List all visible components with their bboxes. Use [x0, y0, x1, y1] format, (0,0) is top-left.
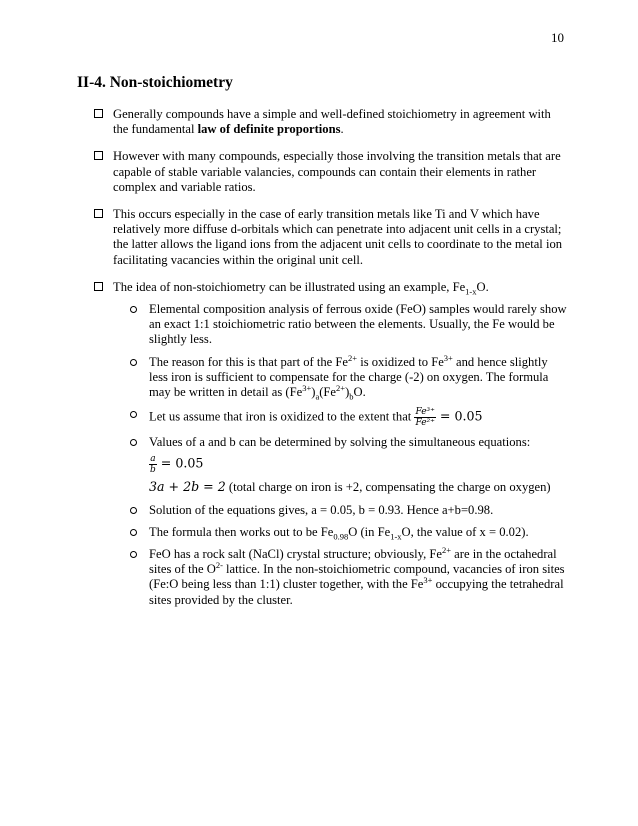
- bullet-list: [93, 107, 568, 620]
- law-term: law of definite proportions: [197, 122, 341, 137]
- bullet-definite-proportions: Generally compounds have a simple and well-defined stoichiometry in agreement with the fundamental law of definite proportions.: [93, 107, 568, 137]
- sub-item-oxidation: The reason for this is that part of the $Fe^{2+}$ is oxidized to $Fe^{3+}$ and hence slightly less iron is sufficient to compensate for the charge (-2) on oxygen. The formula may be written in detail as $(Fe^{3+})_a(Fe^{2+})_bO$.: [115, 355, 568, 401]
- square-bullet-icon: [94, 282, 103, 291]
- square-bullet-icon: [94, 151, 103, 160]
- page-number: 10: [551, 30, 564, 45]
- sub-bullet-list: [113, 302, 568, 608]
- equation-charge: 3a + 2b = 2 (total charge on iron is +2, compensating the charge on oxygen): [149, 479, 551, 495]
- circle-bullet-icon: [130, 411, 137, 418]
- circle-bullet-icon: [130, 507, 137, 514]
- circle-bullet-icon: [130, 439, 137, 446]
- circle-bullet-icon: [130, 359, 137, 366]
- sub-item-rock-salt: FeO has a rock salt (NaCl) crystal structure; obviously, $Fe^{2+}$ are in the octahedral sites of the $O^{2-}$ lattice. In the non-stoichiometric compound, vacancies of iron sites (Fe:O being less than 1:1) cluster together, with the $Fe^{3+}$ occupying the tetrahedral sites provided by the cluster.: [115, 547, 568, 608]
- sub-item-solution: Solution of the equations gives, a = 0.05, b = 0.93. Hence a+b=0.98.: [115, 503, 568, 518]
- fraction-fe3-over-fe2: $\frac{\text{Fe³⁺}}{\text{Fe²⁺}}$: [415, 407, 435, 429]
- sub-item-simultaneous-equations: Values of a and b can be determined by solving the simultaneous equations: $\frac{a}{b}$ = 0.05 3a + 2b = 2 (total charge on iron is +2, compensating the charge on oxygen): [115, 435, 568, 495]
- sub-item-composition: Elemental composition analysis of ferrous oxide (FeO) samples would rarely show an exact 1:1 stoichiometric ratio between the elements. Usually, the Fe would be slightly less.: [115, 302, 568, 348]
- section-heading: II-4. Non-stoichiometry: [77, 74, 233, 91]
- circle-bullet-icon: [130, 306, 137, 313]
- circle-bullet-icon: [130, 551, 137, 558]
- sub-item-assumption: Let us assume that iron is oxidized to the extent that $\frac{\text{Fe³⁺}}{\text{Fe²⁺}}$ = 0.05: [115, 407, 568, 428]
- bullet-early-transition-metals: This occurs especially in the case of early transition metals like Ti and V which have relatively more diffuse d-orbitals which can penetrate into adjacent unit cells in a crystal; the latter allows the ligand ions from the adjacent unit cells to coordinate to the metal ion facilitating vacancies within the original unit cell.: [93, 207, 568, 268]
- fraction-a-over-b: $\frac{a}{b}$: [150, 454, 156, 476]
- circle-bullet-icon: [130, 529, 137, 536]
- bullet-example-fe1-xo: The idea of non-stoichiometry can be illustrated using an example, $Fe_{1-x}O$. Elemental composition analysis of ferrous oxide (FeO) samples would rarely show an exact 1:1 stoichiometric ratio between the elements. Usually, the Fe would be slightly less. The reason for this is that part of the $Fe^{2+}$ is oxidized to $Fe^{3+}$ and hence slightly less iron is sufficient to compensate for the charge (-2) on oxygen. The formula may be written in detail as $(Fe^{3+})_a(Fe^{2+})_bO$. Let us assume that iron is oxidized to the extent that $\frac{\text{Fe³⁺}}{\text{Fe²⁺}}$ = 0.05 Values of a and b can be determined by solving the simultaneous equations: $\frac{a}{b}$ = 0.05 3a + 2b = 2 (total charge on iron is +2, compensating the charge on oxygen) Solution of the equations gives, a = 0.05, b = 0.93. Hence a+b=0.98. The formula then works out to be $Fe_{0.98}O$ (in $Fe_{1-x}O$, the value of x = 0.02). FeO has a rock salt (NaCl) crystal structure; obviously, $Fe^{2+}$ are in the octahedral sites of the $O^{2-}$ lattice. In the non-stoichiometric compound, vacancies of iron sites (Fe:O being less than 1:1) cluster together, with the $Fe^{3+}$ occupying the tetrahedral sites provided by the cluster.: [93, 280, 568, 608]
- square-bullet-icon: [94, 209, 103, 218]
- equation-ratio: $\frac{a}{b}$ = 0.05: [150, 454, 204, 476]
- bullet-variable-ratios: However with many compounds, especially those involving the transition metals that are capable of stable variable valancies, compounds can contain their elements in rather complex and variable ratios.: [93, 149, 568, 195]
- sub-item-formula: The formula then works out to be $Fe_{0.98}O$ (in $Fe_{1-x}O$, the value of x = 0.02).: [115, 525, 568, 540]
- square-bullet-icon: [94, 109, 103, 118]
